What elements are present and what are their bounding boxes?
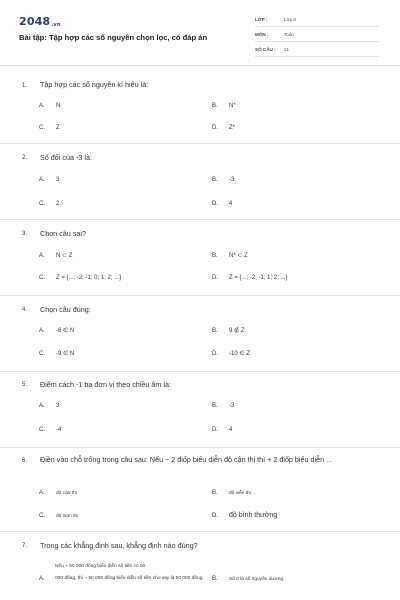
option-letter: A. [39, 253, 45, 259]
question-text: Tập hợp các số nguyên kí hiệu là: [40, 80, 149, 89]
class-value: Lớp 6 [284, 17, 296, 22]
question-3 [0, 220, 400, 296]
question-2 [0, 144, 400, 220]
question-1 [0, 66, 400, 144]
option-text: 3 [56, 403, 60, 409]
option-a[interactable] [39, 403, 59, 409]
option-text: Z = {...; -2; -1; 1; 2; ...} [229, 275, 288, 281]
question-number: 1. [22, 83, 28, 89]
option-text: 9 ∉ Z [229, 328, 245, 334]
question-text: Số đối của -3 là: [40, 153, 92, 162]
option-letter: D. [212, 427, 218, 433]
option-letter: D. [212, 351, 218, 357]
option-b[interactable] [212, 103, 236, 109]
option-letter: A. [39, 328, 45, 334]
option-text: N [56, 103, 61, 109]
option-d[interactable] [212, 125, 235, 131]
question-text: Trong các khẳng định sau, khẳng định nào đúng? [40, 541, 198, 550]
subject-value: Toán [284, 32, 294, 37]
page-title: Bài tập: Tập hợp các số nguyên chọn lọc, có đáp án [19, 33, 208, 42]
subject-row [255, 30, 379, 42]
site-logo[interactable] [19, 15, 61, 28]
option-letter: C. [39, 351, 45, 357]
option-letter: D. [212, 513, 218, 519]
option-text: Z = {...; -2; -1; 0; 1; 2; ...} [56, 275, 122, 281]
option-letter: B. [212, 576, 218, 582]
option-b[interactable] [212, 177, 234, 183]
question-text: Điểm cách -1 ba đơn vị theo chiều âm là: [40, 380, 171, 389]
question-number: 5. [22, 382, 28, 388]
option-letter: B. [212, 253, 218, 259]
option-b[interactable] [212, 490, 251, 496]
question-5 [0, 372, 400, 448]
option-a[interactable] [39, 327, 74, 334]
option-c[interactable] [39, 513, 78, 519]
question-7 [0, 532, 400, 600]
option-text: -10 ∈ Z [229, 351, 250, 357]
option-letter: A. [39, 490, 45, 496]
option-b[interactable] [212, 576, 284, 582]
option-d[interactable] [212, 201, 232, 207]
page-header [0, 0, 400, 66]
question-text: Chọn câu sai? [40, 229, 86, 238]
option-text: -9 ∈ N [56, 351, 75, 357]
option-text: 2 [56, 201, 60, 207]
option-text: -3 [229, 177, 235, 183]
option-letter: D. [212, 275, 218, 281]
option-letter: A. [39, 576, 45, 582]
question-number: 3. [22, 231, 28, 237]
question-number: 7. [22, 543, 28, 549]
option-letter: B. [212, 177, 218, 183]
option-c[interactable] [39, 275, 121, 281]
question-number: 4. [22, 307, 28, 313]
option-letter: A. [39, 403, 45, 409]
option-letter: B. [212, 403, 218, 409]
option-letter: C. [39, 201, 45, 207]
class-label: LỚP : [255, 17, 268, 22]
question-stem: Nếu + 50 000 đồng biểu diễn số tiền có 50 [55, 564, 146, 569]
option-a[interactable] [39, 103, 60, 109]
option-c[interactable] [39, 427, 61, 433]
subject-label: MÔN : [255, 32, 269, 37]
option-a-letter-wrap[interactable] [39, 576, 56, 582]
count-row [255, 45, 379, 57]
option-text: N ⊂ Z [56, 253, 73, 259]
option-a[interactable] [39, 252, 72, 259]
option-b[interactable] [212, 403, 234, 409]
question-text: Chọn câu đúng: [40, 305, 91, 314]
option-letter: C. [39, 427, 45, 433]
option-text: Z* [229, 125, 235, 131]
option-text: 4 [229, 201, 233, 207]
option-text: -4 [56, 427, 62, 433]
option-text: N* ⊂ Z [229, 253, 248, 259]
option-letter: C. [39, 125, 45, 131]
option-d[interactable] [212, 427, 232, 433]
question-6 [0, 448, 400, 532]
option-text: 4 [229, 427, 233, 433]
option-text: Số 0 là số nguyên dương. [229, 577, 285, 582]
question-number: 2. [22, 155, 28, 161]
option-letter: A. [39, 177, 45, 183]
option-letter: B. [212, 103, 218, 109]
option-letter: A. [39, 103, 45, 109]
option-letter: C. [39, 275, 45, 281]
option-text: -3 [229, 403, 235, 409]
option-letter: B. [212, 490, 218, 496]
option-b[interactable] [212, 327, 245, 334]
option-letter: D. [212, 201, 218, 207]
option-text: Z [56, 125, 60, 131]
option-a[interactable] [39, 177, 59, 183]
option-letter: C. [39, 513, 45, 519]
question-number: 6. [22, 458, 28, 464]
option-letter: D. [212, 125, 218, 131]
option-text: độ viễn thị [229, 491, 251, 496]
question-4 [0, 296, 400, 372]
option-a[interactable] [39, 490, 77, 496]
option-text: N* [229, 103, 236, 109]
option-d[interactable] [212, 275, 288, 281]
logo-suffix: .vn [51, 22, 61, 28]
option-c[interactable] [39, 350, 74, 357]
option-text: độ loạn thị [56, 514, 79, 519]
option-text: -6 ∈ N [56, 328, 75, 334]
option-letter: B. [212, 328, 218, 334]
option-d[interactable] [212, 350, 250, 357]
logo-text: 2048 [19, 15, 51, 28]
option-text: độ bình thường [229, 512, 278, 519]
option-text: độ cận thị [56, 491, 77, 496]
option-c[interactable] [39, 201, 59, 207]
question-text: Điền vào chỗ trống trong câu sau: Nếu − 2 điốp biểu diễn độ cận thị thì + 2 điốp biểu diễn ... [40, 455, 333, 464]
option-c[interactable] [39, 125, 60, 131]
count-value: 21 [284, 47, 290, 52]
class-row [255, 15, 379, 27]
option-a-text[interactable]: 000 đồng, thì − 50 000 đồng biểu diễn số tiền cho vay là 50 000 đồng. [55, 576, 204, 581]
option-text: 3 [56, 177, 60, 183]
option-d[interactable] [212, 512, 277, 519]
option-b[interactable] [212, 252, 248, 259]
count-label: SỐ CÂU : [255, 47, 276, 52]
